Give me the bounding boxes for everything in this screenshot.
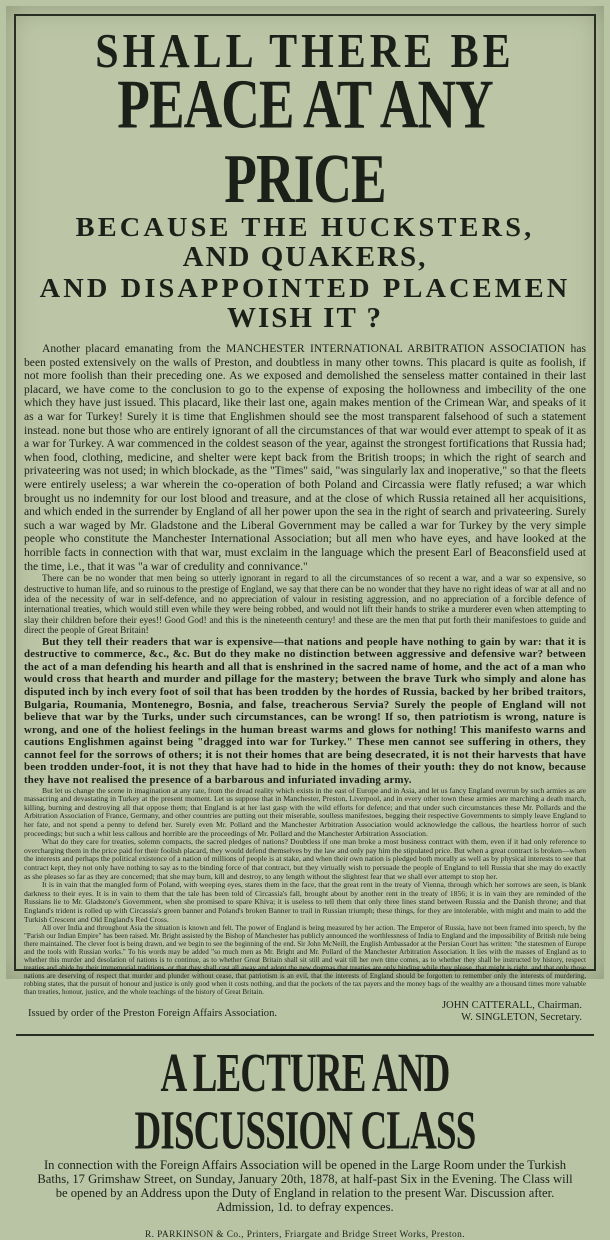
headline-line-1: SHALL THERE BE [95, 25, 515, 79]
paragraph-1: Another placard emanating from the MANCHESTER INTERNATIONAL ARBITRATION ASSOCIATION has been posted extensively on the walls of Preston, and doubtless in many other towns. This placard is quite as foolish, if not more foolish than their preceding one. As we exposed and demolished the senseless matter contained in their last placard, we have come to the conclusion to go to the expense of exposing the hollowness and imbecility of the one which they have just issued. This placard, like their last one, again makes mention of the Crimean War, and speaks of it as a war for Turkey! Surely it is time that Englishmen should see the most transparent falsehood of such a statement instead. none but those who are entirely ignorant of all the circumstances of that war would ever attempt to speak of it as a war for Turkey. A war commenced in the coldest season of the year, against the strongest fortifications that Russia had; when food, clothing, medicine, and shelter were kept back from the British troops; in which the right of search and privateering was not used; in which blockade, as the "Times" said, "was singularly lax and inoperative," so that the fleets were entirely useless; a war wherein the co-operation of both Poland and Circassia were flatly refused; a war which brought us no indemnity for our lost blood and treasure, and at the close of which Russia retained all her acquisitions, and which ended in the surrender by England of all her power upon the sea in the right of search and privateering. Surely such a war waged by Mr. Gladstone and the Liberal Government may be called a war for Turkey by the very simple people who constitute the Manchester International Association; but all men who have eyes, and have looked at the horrible facts in connection with that war, must exclaim in the language which the present Earl of Beaconsfield used at the time, i.e., that it was "a war of credulity and connivance." [24, 342, 586, 573]
chairman: JOHN CATTERALL, Chairman. [441, 1000, 582, 1012]
headline-line-5: AND DISAPPOINTED PLACEMEN [39, 273, 571, 303]
paragraph-6: It is in vain that the mangled form of Poland, with weeping eyes, stares them in the face, that the great rent in the treaty of Vienna, through which her sorrows are seen, is blank darkness to their eyes. It is in vain to them that the tale has been told of Circassia's fall, brought about by another rent in the treaty of 1856; it is in vain they are reminded of the Russians lie to Mr. Gladstone's Government, when she promised to spare Khiva; it is useless to tell them that only three lines stand between Russia and the Danish throne; and that England's trident is rolled up with Circassia's green banner and Poland's broken Banner to trail in Russian triumph; these things, for they are intolerable, with might and main to add the Turkish Crescent and Old England's Red Cross. [24, 880, 586, 924]
lecture-line-2: The Class will be opened by an Address upon the Duty of England in relation to the present War. [55, 1172, 573, 1201]
paragraph-3: But they tell their readers that war is expensive—that nations and people have nothing to gain by war: that it is destructive to commerce, &c., &c. But do they make no distinction between aggressive and defensive war? between the act of a man defending his hearth and all that is enshrined in the sacred name of home, and the act of a man who would cross that hearth and murder and pillage for the mastery; between the brave Turk who simply and alone has disputed inch by inch every foot of soil that has been trodden by the hordes of Russia, backed by her bribed traitors, Bulgaria, Roumania, Montenegro, Bosnia, and false, treacherous Servia? Surely the people of England will not believe that war by the Turks, under such circumstances, can be wrong! If so, then patriotism is wrong, nature is wrong, and one of the holiest feelings in the human breast warms and glows for nothing! This manifesto warns and cautions Englishmen against being "dragged into war for Turkey." These men cannot see suffering in others, they cannot feel for the sorrows of others; it is not their homes that are being desecrated, it is not their harvests that have been trodden under-foot, it is not they that have had to hide in the homes of their youth: they do not know, because they have not realised the presence of a barbarous and infuriated invading army. [24, 635, 586, 787]
headline-line-3: BECAUSE THE HUCKSTERS, [75, 212, 535, 242]
paragraph-2: There can be no wonder that men being so utterly ignorant in regard to all the circumstances of so recent a war, and a war so expensive, so destructive to human life, and so ruinous to the prestige of England, we say that there can be no wonder that they have no right ideas of war at all and no idea of the necessity of war in self-defence, and no appreciation of valour in resisting aggression, and no appreciation of a forcible defence of international treaties, which would still even while they were being robbed, and would not lift their hands to strike a murderer even when attempting to slay their children before their eyes!! Good God! and this is the nineteenth century! and these are the men that put forth their manifestoes to guide and direct the people of Great Britain! [24, 573, 586, 636]
issued-by: Issued by order of the Preston Foreign Affairs Association. [28, 1008, 278, 1020]
paragraph-5: What do they care for treaties, solemn compacts, the sacred pledges of nations? Doubtless if one man broke a most business contract with them, even if it had only reference to overcharging them in the price paid for their foolish placard, they would defend themselves by the law and only pay him the stipulated price. But when a great contract is broken—when the interests and perhaps the political existence of a nation of millions of people is at stake, and when their own nation is pledged both morally as well as by physical interests to see that contract kept, they not only have nothing to say as to the binding force of that contract, but they virtually wish to persuade the people of England to tell Russia that she may do exactly as she pleases so far as they are concerned; that she may burn, kill and destroy, to any length without the slightest fear that we shall ever attempt to stop her. [24, 837, 586, 881]
poster-border [14, 14, 596, 1240]
lecture-line-3: Discussion after. Admission, 1d. to defray expences. [216, 1186, 555, 1215]
lecture-title: A LECTURE AND DISCUSSION CLASS [134, 1042, 476, 1161]
paragraph-7: All over India and throughout Asia the situation is known and felt. The power of England is being measured by her action. The Emperor of Russia, have not been framed into speech, by the "Parish our Indian Empire" has been raised. Mr. Bright assisted by the Bishop of Manchester has publicly announced the worthlessness of India to England and the impossibility of British rule being there maintained. The clever foot is being drawn, and we begin to see the beginning of the end. Sir John McNeill, the English Ambassador at the Persian Court has written: "the statesmen of Europe and the tools with Russian works." To his words may be added "so much men as Mr. Bright and Mr. Pollard of the Manchester Arbitration Association. It lies with the masses of England as to whether this murder and desolation of nations is to continue, as to whether Great Britain shall sit still and wait till her own time comes, as to whether they shall be instructed by history, respect treaties and abide by their immemorial traditions, or that they shall cast all away and adopt the new dogmas that treaties are only binding while they please, that might is right, and that only those nations are deserving of respect that murder and plunder without cease, that patriotism is an evil, that the interests of England should be forgotten to remember only the interests of murdering, robbing states, that the pursuit of honour and justice is only good when it costs nothing, and that the pockets of the tax payers and the money bags of the wealthy are a thousand times more valuable than treaties, honour, justice, and the whole teachings of the history of Great Britain. [24, 924, 586, 997]
secretary: W. SINGLETON, Secretary. [461, 1012, 582, 1024]
signature-block [16, 996, 594, 1024]
headline-line-6: WISH IT ? [226, 302, 384, 334]
headline-line-2: PEACE AT ANY PRICE [117, 65, 493, 218]
divider [16, 1034, 594, 1036]
paragraph-4: But let us change the scene in imagination at any rate, from the dread reality which exists in the east of Europe and in Asia, and let us fancy England overrun by such armies as are massacring and devastating in Turkey at the present moment. Let us suppose that in Manchester, Preston, Liverpool, and in every other town these armies are marching a death march, killing, burning and destroying all that oppose them; that England is at her last gasp with the wild efforts for defence; and that under such circumstances these Mr. Pollards and the Arbitration Association of France, Germany, and other countries are putting out their miserable, soulless manifestoes, begging their respective Governments to simply leave England to her fate, and not spend a penny to defend her. Surely even Mr. Pollard and the Manchester Arbitration Association would acknowledge the callous, the heartless horror of such proceedings; but such a whit less callous and horrible are the proceedings of Mr. Pollard and the Manchester Arbitration Association. [24, 785, 586, 838]
printer-imprint: R. PARKINSON & Co., Printers, Friargate and Bridge Street Works, Preston. [145, 1230, 465, 1240]
poster [6, 6, 604, 1240]
placard-body [16, 342, 594, 996]
headline-line-4: AND QUAKERS, [182, 241, 428, 273]
signatories [442, 1000, 582, 1024]
lecture-line-1: In connection with the Foreign Affairs Association will be opened in the Large Room under the Turkish Baths, 17 Grimshaw Street, on Sunday, January 20th, 1878, at half-past Six in the Evening. [37, 1158, 567, 1187]
